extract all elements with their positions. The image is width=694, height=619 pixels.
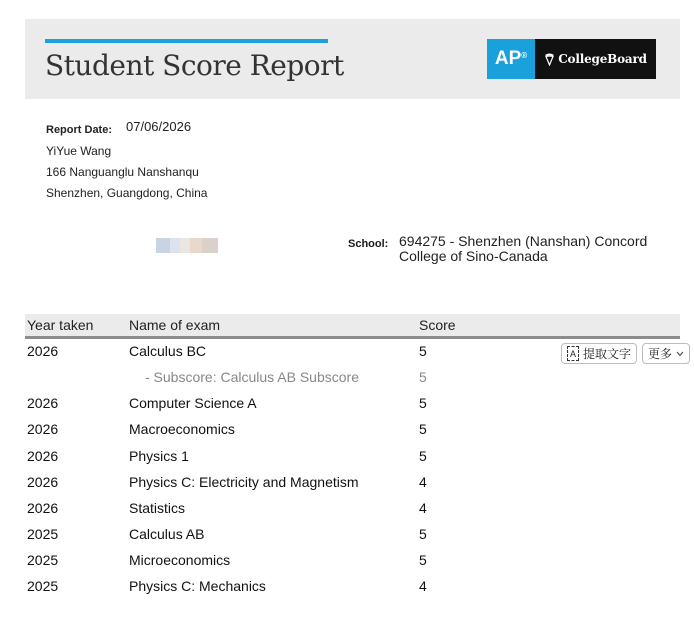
cell-year: 2026 [27,343,59,359]
cell-score: 5 [419,369,427,385]
redacted-block [156,238,218,253]
cell-exam: Computer Science A [129,395,257,411]
report-date-value: 07/06/2026 [126,119,192,134]
cell-year: 2026 [27,474,59,490]
cell-score: 4 [419,578,427,594]
cell-year: 2025 [27,526,59,542]
cell-year: 2025 [27,578,59,594]
extract-text-label: 提取文字 [582,347,631,361]
cell-year: 2026 [27,421,59,437]
cell-score: 5 [419,395,427,411]
table-row [0,552,694,578]
page-title: Student Score Report [45,49,344,82]
cell-score: 4 [419,474,427,490]
table-row [0,578,694,604]
cell-score: 5 [419,343,427,359]
acorn-icon [544,53,555,66]
header-accent-bar [45,39,328,43]
header-year: Year taken [27,317,94,333]
student-address-line1: 166 Nanguanglu Nanshanqu [46,165,199,179]
table-row [0,448,694,474]
cell-score: 5 [419,421,427,437]
cell-exam: Calculus BC [129,343,207,359]
cell-exam: Macroeconomics [129,421,235,437]
ap-logo [487,39,535,79]
collegeboard-logo-text: CollegeBoard [558,52,647,66]
school-label: School: [348,238,389,250]
table-row-subscore [0,369,694,395]
more-label: 更多 [648,347,673,361]
ap-collegeboard-logo [487,39,656,79]
cell-score: 5 [419,526,427,542]
text-scan-icon: A [567,346,579,361]
student-name: YiYue Wang [46,144,112,158]
cell-year: 2025 [27,552,59,568]
header-score: Score [419,317,456,333]
cell-score: 5 [419,448,427,464]
table-row [0,421,694,447]
cell-exam: Microeconomics [129,552,231,568]
cell-year: 2026 [27,395,59,411]
cell-score: 5 [419,552,427,568]
cell-exam: Calculus AB [129,526,205,542]
chevron-down-icon [676,351,684,357]
cell-year: 2026 [27,448,59,464]
score-table-header [25,314,680,339]
table-row [0,526,694,552]
collegeboard-logo [535,39,656,79]
ap-registered-mark: ® [521,50,528,60]
table-row [0,500,694,526]
cell-exam: Physics C: Electricity and Magnetism [129,474,359,490]
cell-score: 4 [419,500,427,516]
ap-logo-text: AP [494,48,522,69]
school-value: 694275 - Shenzhen (Nanshan) Concord College of Sino-Canada [399,233,648,264]
table-row [0,395,694,421]
cell-exam: Statistics [129,500,186,516]
header-exam: Name of exam [129,317,221,333]
cell-exam: Physics C: Mechanics [129,578,266,594]
cell-exam: Physics 1 [129,448,189,464]
cell-year: 2026 [27,500,59,516]
table-row [0,474,694,500]
cell-exam: - Subscore: Calculus AB Subscore [145,369,359,385]
report-header [25,19,680,99]
student-address-line2: Shenzhen, Guangdong, China [46,186,208,200]
report-date-label: Report Date: [46,124,113,136]
extract-text-button[interactable] [561,343,637,364]
more-button[interactable] [642,343,690,364]
